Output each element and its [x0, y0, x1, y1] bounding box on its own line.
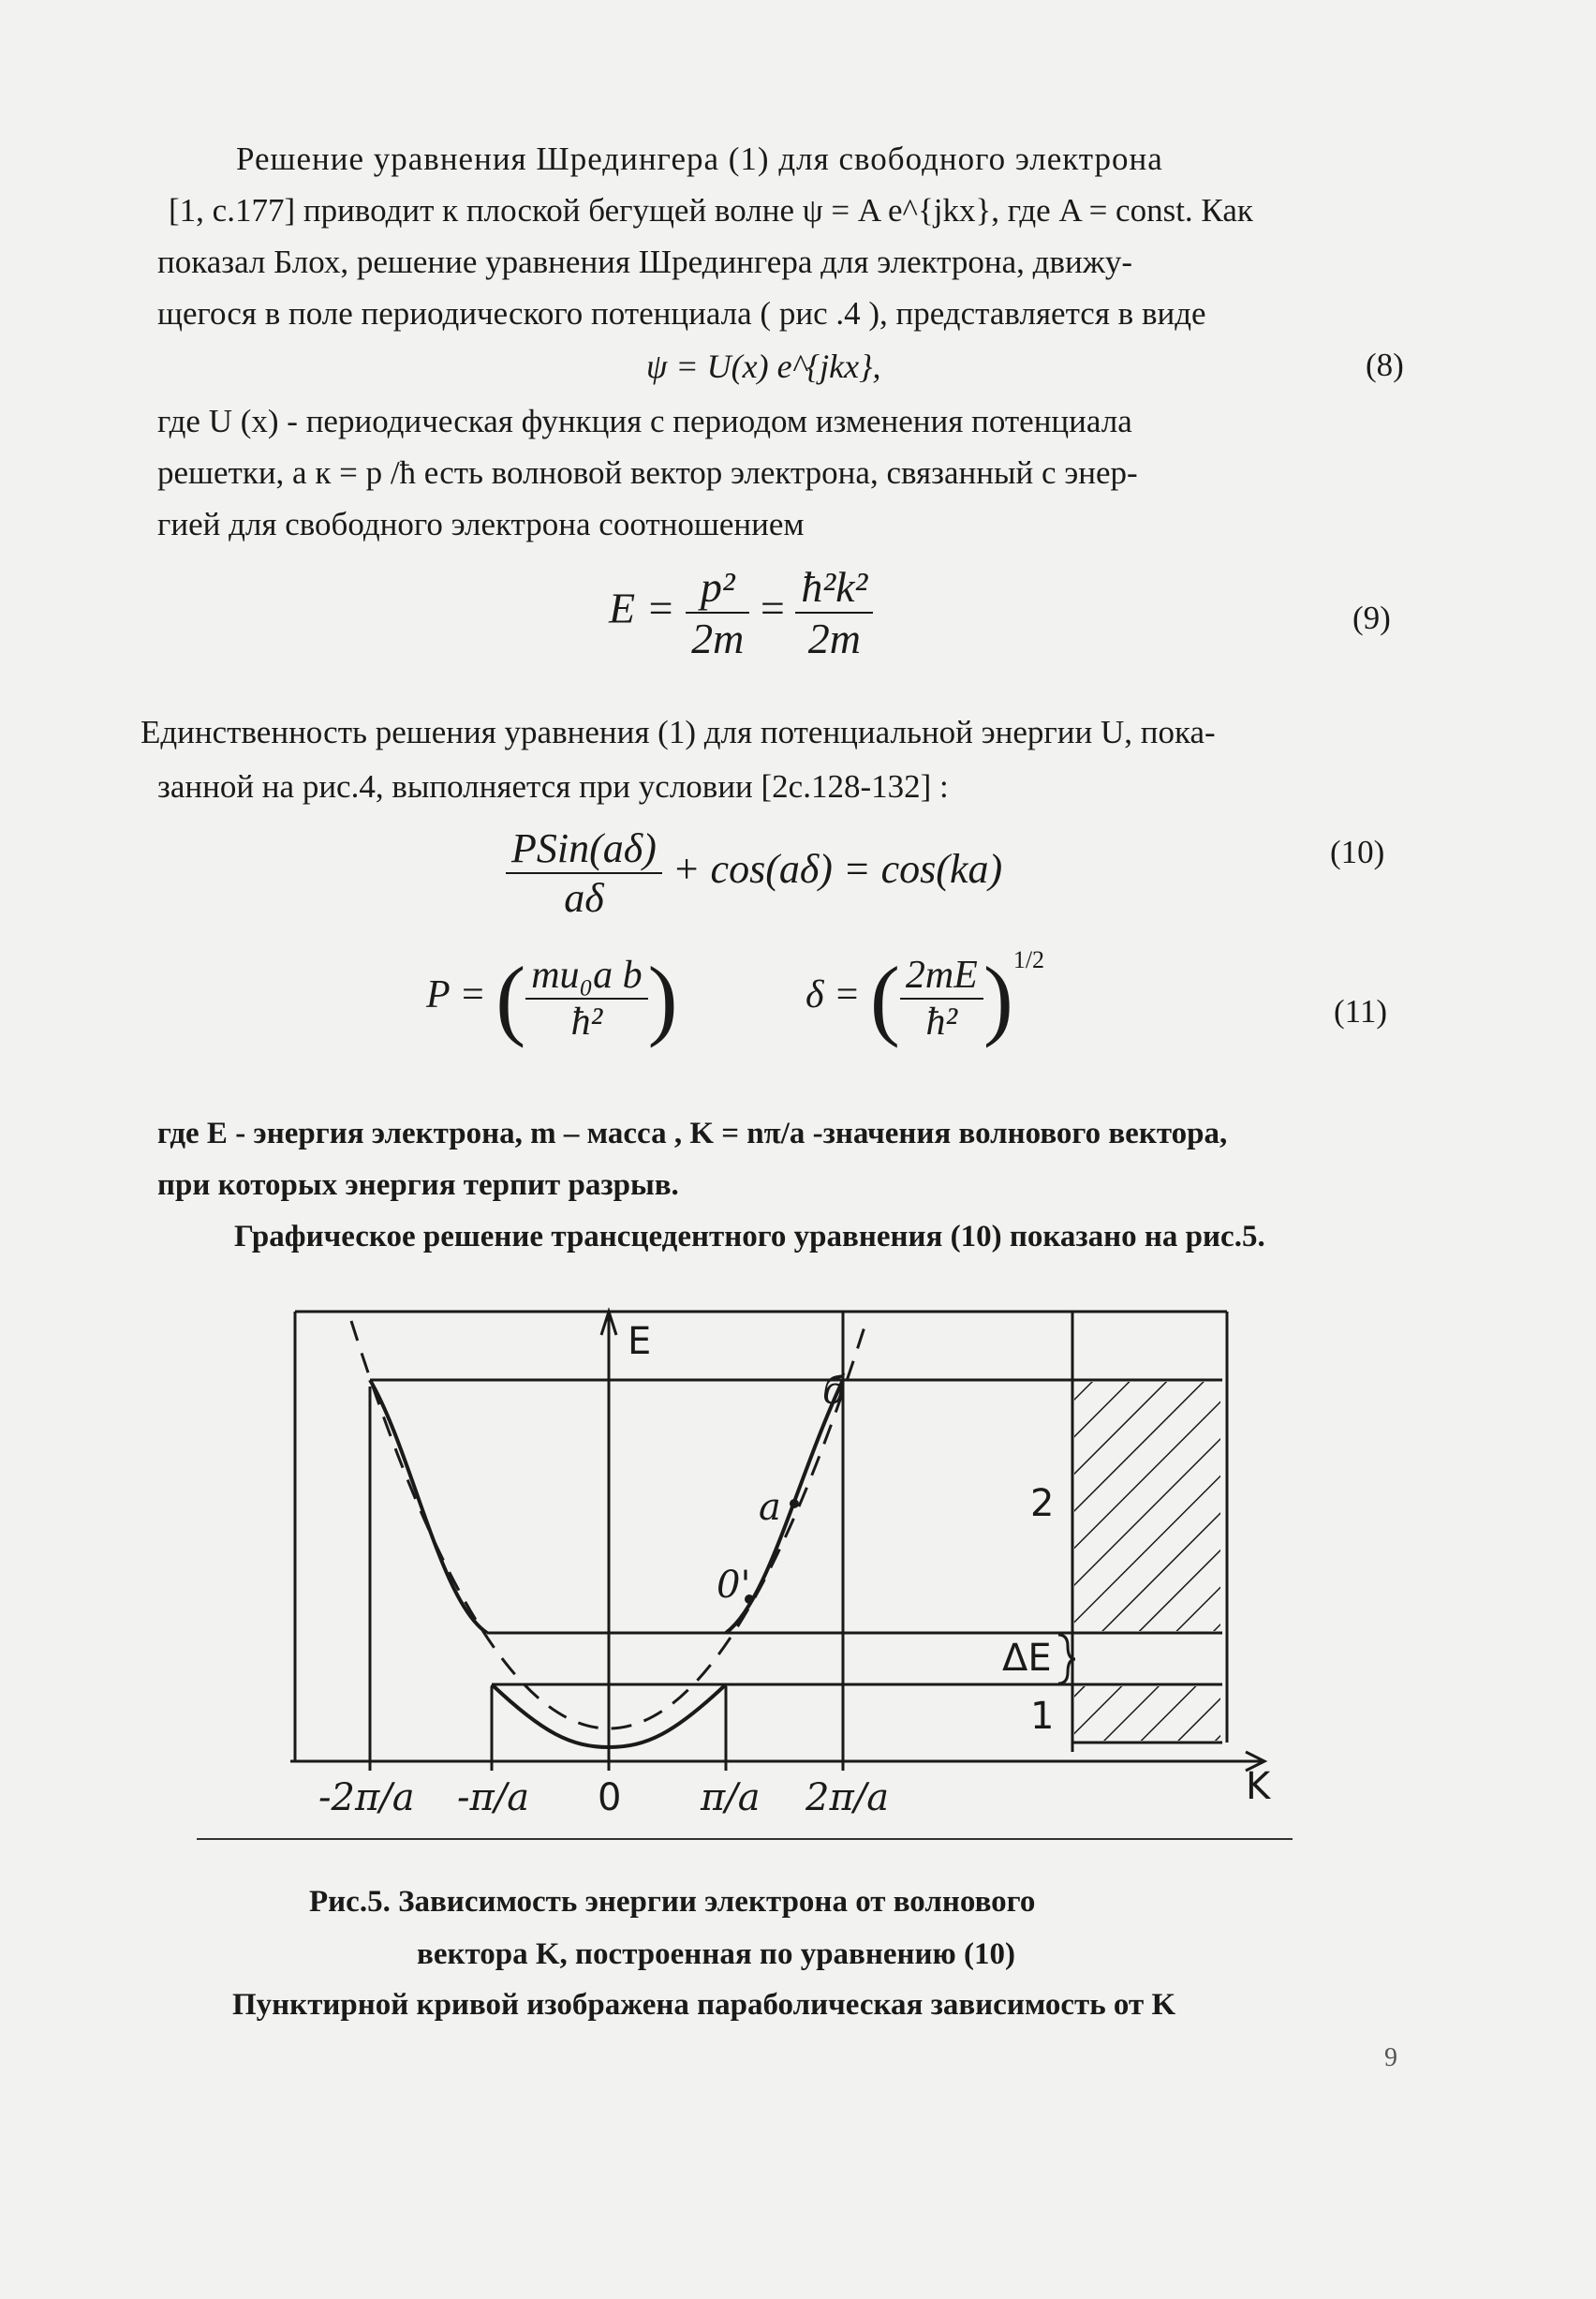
equation-11-delta-den: ħ²: [925, 1000, 958, 1044]
band2-curve-left: [370, 1380, 487, 1633]
e-axis-label: E: [628, 1320, 652, 1363]
paragraph1-line2: [1, с.177] приводит к плоской бегущей волне ψ = A e^{jkx}, где A = const. Как: [169, 192, 1253, 229]
band1-hatch: [1074, 1686, 1220, 1741]
equation-9-frac1-den: 2m: [691, 615, 745, 662]
equation-9-frac2-num: ħ²k²: [795, 562, 873, 614]
paragraph4-line2: при которых энергия терпит разрыв.: [157, 1168, 679, 1202]
figure-separator: [197, 1838, 1293, 1840]
equation-9-frac1-num: p²: [686, 562, 749, 614]
k-axis-label: K: [1246, 1765, 1271, 1808]
paragraph3-line2: занной на рис.4, выполняется при условии [2с.128-132] :: [157, 768, 949, 805]
label-point-b: б: [822, 1370, 846, 1413]
equation-11-p-frac: [525, 953, 647, 1045]
equation-11-delta-num: 2mE: [900, 953, 983, 1000]
tick-minus-pi-a: -π/a: [457, 1776, 530, 1819]
equation-11-delta-lhs: δ =: [805, 973, 861, 1017]
paragraph5-line1: Пунктирной кривой изображена параболическая зависимость от K: [232, 1988, 1176, 2022]
paragraph1-line4: щегося в поле периодического потенциала ( рис .4 ), представляется в виде: [157, 295, 1206, 332]
equation-8-number: (8): [1366, 347, 1404, 383]
equation-8: ψ = U(x) e^{jkx},: [646, 348, 881, 385]
equation-9: E = $\frac{\text{p²}}{2m}$ = $\frac{\text{ħ²k²}}{2m}$: [609, 562, 873, 663]
paragraph3-line1: Единственность решения уравнения (1) для потенциальной энергии U, пока-: [140, 714, 1216, 750]
label-band-2: 2: [1030, 1482, 1055, 1525]
equation-11-p-den: ħ²: [570, 1000, 603, 1044]
point-a: [790, 1499, 799, 1508]
equation-10-frac-den: aδ: [564, 875, 604, 921]
equation-9-frac1: [686, 562, 749, 663]
paragraph4-line1: где E - энергия электрона, m – масса , K = nπ/a -значения волнового вектора,: [157, 1117, 1228, 1150]
tick-2pi-a: 2π/a: [805, 1776, 890, 1819]
equation-10-frac-num: PSin(aδ): [506, 824, 662, 874]
equation-11-delta-exponent: 1/2: [1012, 946, 1045, 973]
equation-11-p-lhs: P =: [426, 973, 486, 1017]
equation-10-number: (10): [1330, 834, 1385, 870]
caption-line1: Рис.5. Зависимость энергии электрона от волнового: [309, 1885, 1036, 1919]
paragraph1-line3: показал Блох, решение уравнения Шредингера для электрона, движу-: [157, 244, 1133, 280]
figure-energy-vs-wavevector: [253, 1293, 1311, 1855]
equation-10-rest: + cos(aδ) = cos(ka): [672, 846, 1003, 893]
paragraph2-line3: гией для свободного электрона соотношением: [157, 506, 805, 542]
equation-9-frac2-den: 2m: [807, 615, 861, 662]
equation-11-delta-frac: [900, 953, 983, 1045]
tick-zero: 0: [598, 1776, 622, 1819]
equation-11-number: (11): [1334, 993, 1388, 1030]
equation-10-frac: [506, 824, 662, 922]
paragraph2-line1: где U (x) - периодическая функция с периодом изменения потенциала: [157, 403, 1132, 439]
label-point-a: a: [759, 1486, 781, 1529]
equation-10: [506, 824, 1002, 922]
tick-pi-a: π/a: [701, 1776, 761, 1819]
band2-hatch: [1074, 1382, 1220, 1631]
label-point-0-prime: 0': [717, 1564, 751, 1607]
equation-11-p: P = ( $\frac{\text{mu₀a b}}{\text{ħ²}}$ ): [426, 948, 678, 1048]
equation-11-delta: δ = ( $\frac{2mE}{\text{ħ²}}$ )$^{1/2}$: [805, 946, 1045, 1048]
equation-9-number: (9): [1352, 600, 1391, 636]
equation-9-frac2: [795, 562, 873, 663]
equation-11-p-num: mu₀a b: [525, 953, 647, 1000]
caption-line2: вектора K, построенная по уравнению (10): [417, 1937, 1016, 1971]
paragraph4-line3: Графическое решение трансцедентного уравнения (10) показано на рис.5.: [234, 1220, 1265, 1253]
equation-9-lhs: E =: [609, 584, 675, 632]
paragraph1-line1: Решение уравнения Шредингера (1) для свободного электрона: [236, 141, 1163, 177]
paragraph2-line2: решетки, а к = р /ħ есть волновой вектор электрона, связанный с энер-: [157, 454, 1138, 491]
tick-minus-2pi-a: -2π/a: [318, 1776, 415, 1819]
label-delta-e: ΔE: [1002, 1637, 1052, 1680]
page-mark: 9: [1384, 2043, 1397, 2072]
label-band-1: 1: [1030, 1695, 1055, 1738]
